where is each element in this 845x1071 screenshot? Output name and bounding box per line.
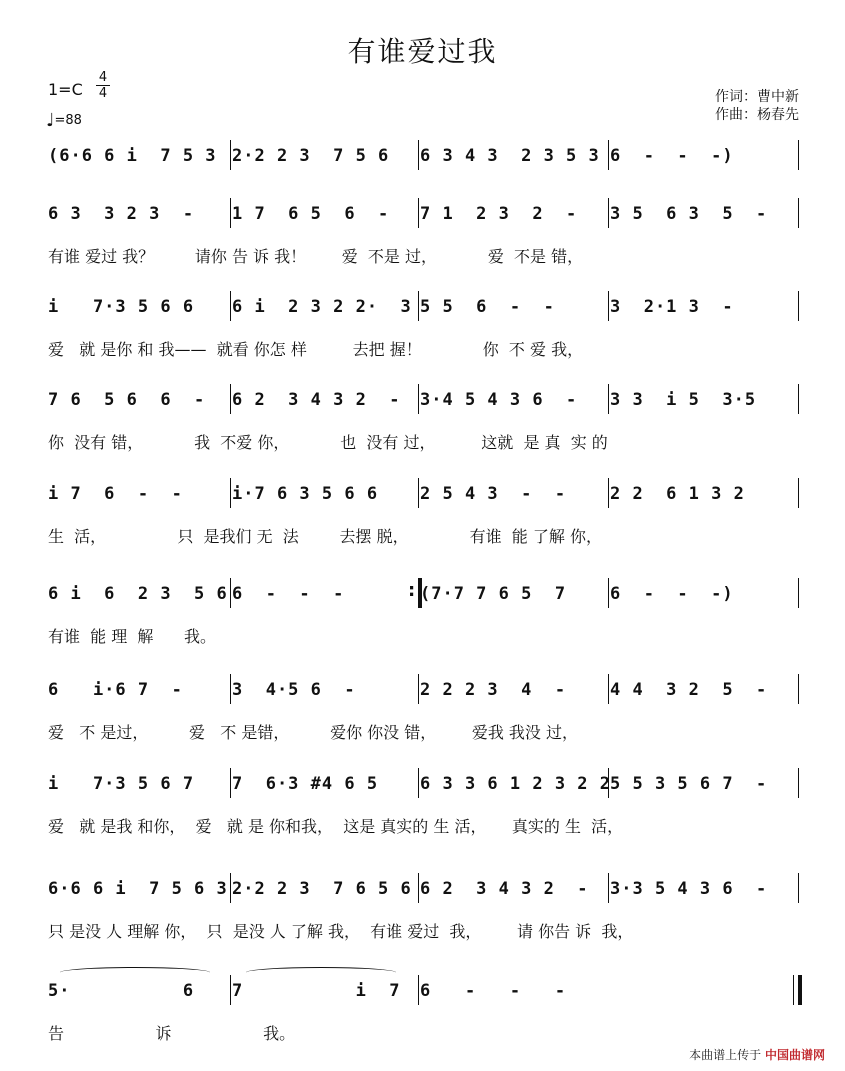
slur-mark [246,967,396,978]
lyrics-line: 爱 就 是我 和你， 爱 就 是 你和我， 这是 真实的 生 活， 真实的 生 活， [48,817,624,836]
barline [608,674,609,704]
barline [418,674,419,704]
meter-top: 4 [98,70,108,85]
barline [418,873,419,903]
lyrics-line: 你 没有 错， 我 不爱 你， 也 没有 过， 这就 是 真 实 的 [48,433,608,452]
barline [798,384,799,414]
barline [798,140,799,170]
slur-mark [60,967,210,978]
measure-notes: 6 3 4 3 2 3 5 3 [420,146,600,166]
measure-notes: 3 2·1 3 - [610,297,734,317]
measure-notes: 6 2 3 4 3 2 - [232,390,401,410]
tempo-marking [46,110,82,131]
barline [608,578,609,608]
score-system [40,873,810,953]
barline [798,478,799,508]
measure-notes: 5· 6 [48,981,195,1001]
measure-notes: 3 4·5 6 - [232,680,356,700]
measure-notes: 3 3 i 5 3·5 [610,390,757,410]
measure-notes: i 7 6 - - [48,484,183,504]
barline [418,384,419,414]
barline [798,578,799,608]
measure-notes: 2 5 4 3 - - [420,484,567,504]
barline [418,198,419,228]
measure-notes: 7 i 7 [232,981,401,1001]
barline [418,975,419,1005]
footer [689,1046,825,1063]
barline [230,291,231,321]
meter-bottom: 4 [98,86,108,101]
barline [418,291,419,321]
measure-notes: 6 - - - [420,981,567,1001]
measure-notes: 6·6 6 i 7 5 6 3 [48,879,228,899]
barline [230,975,231,1005]
barline [798,674,799,704]
measure-notes: 7 6 5 6 6 - [48,390,206,410]
measure-notes: i 7·3 5 6 7 [48,774,195,794]
barline [608,478,609,508]
score-system [40,291,810,371]
credits [715,88,799,124]
quarter-note-icon: ♩ [46,110,55,131]
measure-notes: 6 3 3 6 1 2 3 2 2 [420,774,611,794]
barline [230,478,231,508]
score-system [40,674,810,754]
measure-notes: 6 i 6 2 3 5 6 [48,584,228,604]
barline [798,768,799,798]
measure-notes: 7 6·3 #4 6 5 [232,774,379,794]
measure-notes: 2·2 2 3 7 5 6 [232,146,390,166]
measure-notes: 7 1 2 3 2 - [420,204,578,224]
barline [418,578,422,608]
barline [798,198,799,228]
score-system [40,384,810,464]
barline [230,140,231,170]
measure-notes: i 7·3 5 6 6 [48,297,195,317]
measure-notes: 6 i 2 3 2 2· 3 [232,297,412,317]
measure-notes: 6 - - -) [610,146,734,166]
barline [418,768,419,798]
barline [230,384,231,414]
lyrics-line: 生 活， 只 是我们 无 法 去摆 脱， 有谁 能 了解 你， [48,527,602,546]
barline [798,975,802,1005]
measure-notes: 3·4 5 4 3 6 - [420,390,578,410]
tempo-value: =88 [54,113,82,128]
barline [608,768,609,798]
lyrics-line: 有谁 能 理 解 我。 [48,627,216,646]
measure-notes: 2 2 2 3 4 - [420,680,567,700]
score-system [40,578,810,658]
key-signature: 1=C [48,80,83,99]
lyrics-line: 只 是没 人 理解 你， 只 是没 人 了解 我， 有谁 爱过 我， 请 你告 诉 我， [48,922,634,941]
score-system [40,768,810,848]
measure-notes: (6·6 6 i 7 5 3 [48,146,217,166]
measure-notes: i·7 6 3 5 6 6 [232,484,379,504]
measure-notes: 3 5 6 3 5 - [610,204,768,224]
barline [798,291,799,321]
barline [608,291,609,321]
barline [608,873,609,903]
barline [230,578,231,608]
barline [418,478,419,508]
barline [230,674,231,704]
score-system [40,975,810,1055]
measure-notes: 2·2 2 3 7 6 5 6 [232,879,412,899]
measure-notes: 6 2 3 4 3 2 - [420,879,589,899]
lyrics-line: 爱 不 是过， 爱 不 是错， 爱你 你没 错， 爱我 我没 过， [48,723,579,742]
measure-notes: 6 - - -) [610,584,734,604]
measure-notes: 5 5 6 - - [420,297,555,317]
barline [230,873,231,903]
barline [230,768,231,798]
measure-notes: 4 4 3 2 5 - [610,680,768,700]
footer-text: 本曲谱上传于 [689,1048,762,1062]
composer: 作曲：杨春先 [715,107,799,123]
measure-notes: 6 3 3 2 3 - [48,204,195,224]
score-system [40,478,810,558]
site-logo: 中国曲谱网 [764,1048,825,1062]
barline [608,198,609,228]
lyricist: 作词：曹中新 [715,89,799,105]
score-system [40,198,810,278]
barline [798,873,799,903]
barline [418,140,419,170]
measure-notes: 1 7 6 5 6 - [232,204,390,224]
barline [608,140,609,170]
barline [608,384,609,414]
song-title: 有谁爱过我 [347,35,498,68]
lyrics-line: 告 诉 我。 [48,1024,296,1043]
lyrics-line: 有谁 爱过 我？ 请你 告 诉 我！ 爱 不是 过， 爱 不是 错， [48,247,584,266]
time-signature [96,70,110,101]
barline [230,198,231,228]
measure-notes: 2 2 6 1 3 2 [610,484,745,504]
measure-notes: 6 i·6 7 - [48,680,183,700]
lyrics-line: 爱 就 是你 和 我—— 就看 你怎 样 去把 握！ 你 不 爱 我， [48,340,584,359]
measure-notes: (7·7 7 6 5 7 [420,584,567,604]
measure-notes: 5 5 3 5 6 7 - [610,774,768,794]
measure-notes: 3·3 5 4 3 6 - [610,879,768,899]
measure-notes: 6 - - - [232,584,345,604]
